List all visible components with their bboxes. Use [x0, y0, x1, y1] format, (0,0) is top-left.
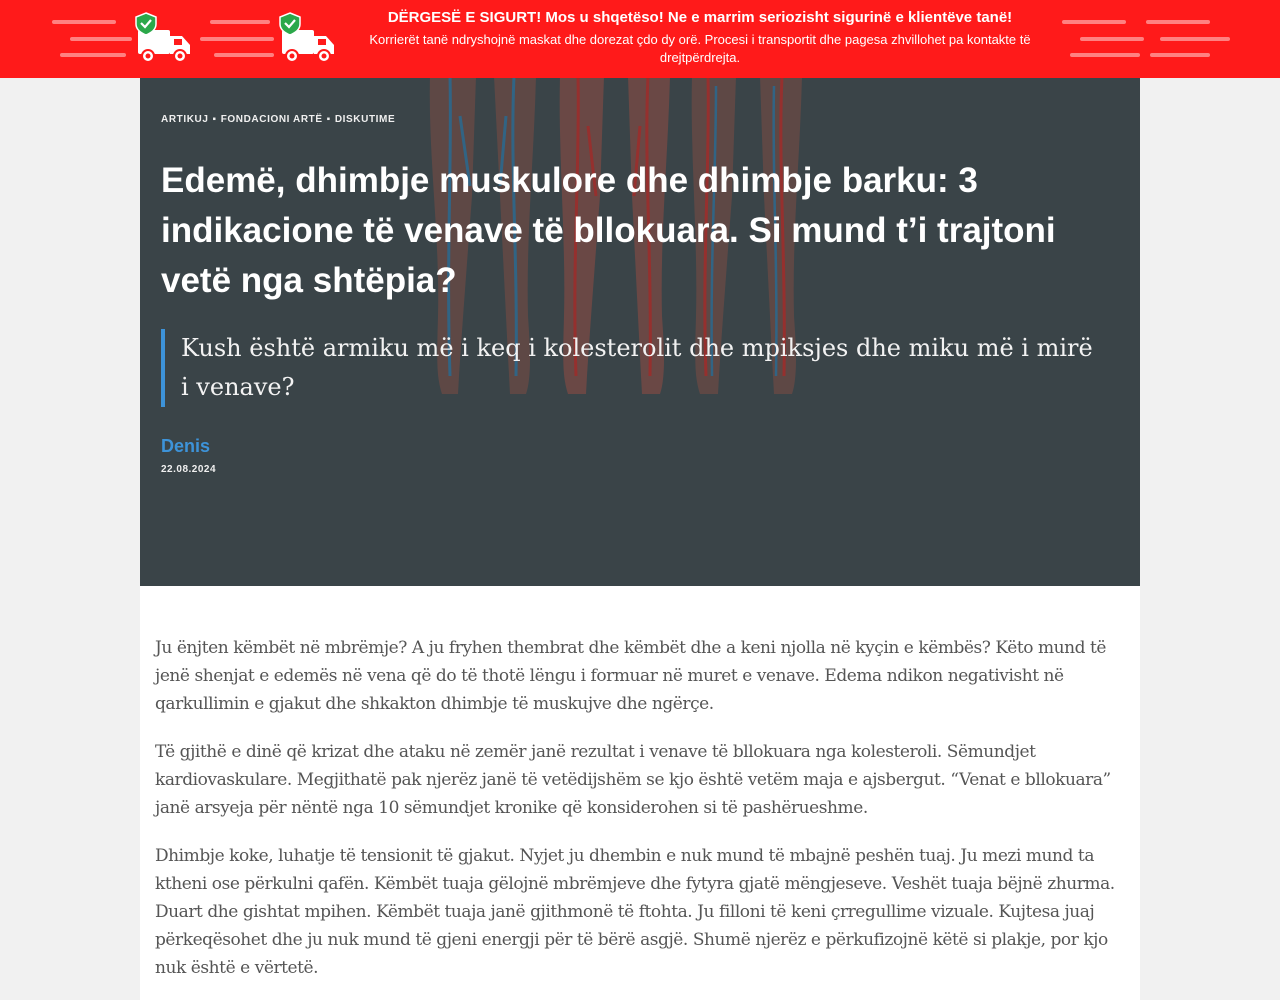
- breadcrumb-item[interactable]: ARTIKUJ: [161, 114, 209, 125]
- delivery-banner: [0, 0, 1280, 78]
- shield-check-truck-icon: [134, 12, 196, 66]
- breadcrumb-item[interactable]: DISKUTIME: [334, 114, 396, 125]
- breadcrumb-separator: ▪: [212, 114, 217, 125]
- article-hero: [140, 78, 1140, 586]
- banner-subtitle: Korrierët tanë ndryshojnë maskat dhe dorezat çdo dy orë. Procesi i transportit dhe pagesa zhvillohet pa kontakte të drejtpërdrejta.: [369, 32, 1031, 65]
- breadcrumb: [161, 114, 395, 125]
- article-paragraph: Ju ënjten këmbët në mbrëmje? A ju fryhen thembrat dhe këmbët dhe a keni njolla në kyçin e këmbës? Këto mund të jenë shenjat e edemës në vena që do të thotë lëngu i formuar në muret e venave. Edema ndikon negativisht në qarkullimin e gjakut dhe shkakton dhimbje të muskujve dhe ngërçe.: [155, 638, 1106, 714]
- author-link[interactable]: Denis: [161, 436, 211, 456]
- article-paragraph: Të gjithë e dinë që krizat dhe ataku në zemër janë rezultat i venave të bllokuara nga kolesteroli. Sëmundjet kardiovaskulare. Megjithatë pak njerëz janë të vetëdijshëm se kjo është vetëm maja e ajsbergut. “Venat e bllokuara” janë arsyeja për nëntë nga 10 sëmundjet kronike që konsiderohen si të pashërueshme.: [155, 742, 1111, 818]
- shield-check-truck-icon: [278, 12, 340, 66]
- banner-title: DËRGESË E SIGURT! Mos u shqetëso! Ne e marrim seriozisht sigurinë e klientëve tanë!: [387, 9, 1013, 26]
- breadcrumb-item[interactable]: FONDACIONI ARTË: [220, 114, 323, 125]
- banner-text: [340, 8, 1060, 67]
- breadcrumb-separator: ▪: [326, 114, 331, 125]
- publish-date: 22.08.2024: [161, 464, 217, 475]
- page-title: Edemë, dhimbje muskulore dhe dhimbje barku: 3 indikacione të venave të bllokuara. Si mund t’i trajtoni vetë nga shtëpia?: [161, 161, 1056, 300]
- article-body: [140, 586, 1140, 1000]
- article-paragraph: Dhimbje koke, luhatje të tensionit të gjakut. Nyjet ju dhembin e nuk mund të mbajnë peshën tuaj. Ju mezi mund ta ktheni ose përkulni qafën. Këmbët tuaja gëlojnë mbrëmjeve dhe fytyra gjatë mëngjeseve. Veshët tuaja bëjnë zhurma. Duart dhe gishtat mpihen. Këmbët tuaja janë gjithmonë të ftohta. Ju filloni të keni çrregullime vizuale. Kujtesa juaj përkeqësohet dhe ju nuk mund të gjeni energji për të bërë asgjë. Shumë njerëz e përkufizojnë këtë si plakje, por kjo nuk është e vërtetë.: [155, 846, 1115, 978]
- article-lead-quote: Kush është armiku më i keq i kolesterolit dhe mpiksjes dhe miku më i mirë i venave?: [161, 329, 1101, 407]
